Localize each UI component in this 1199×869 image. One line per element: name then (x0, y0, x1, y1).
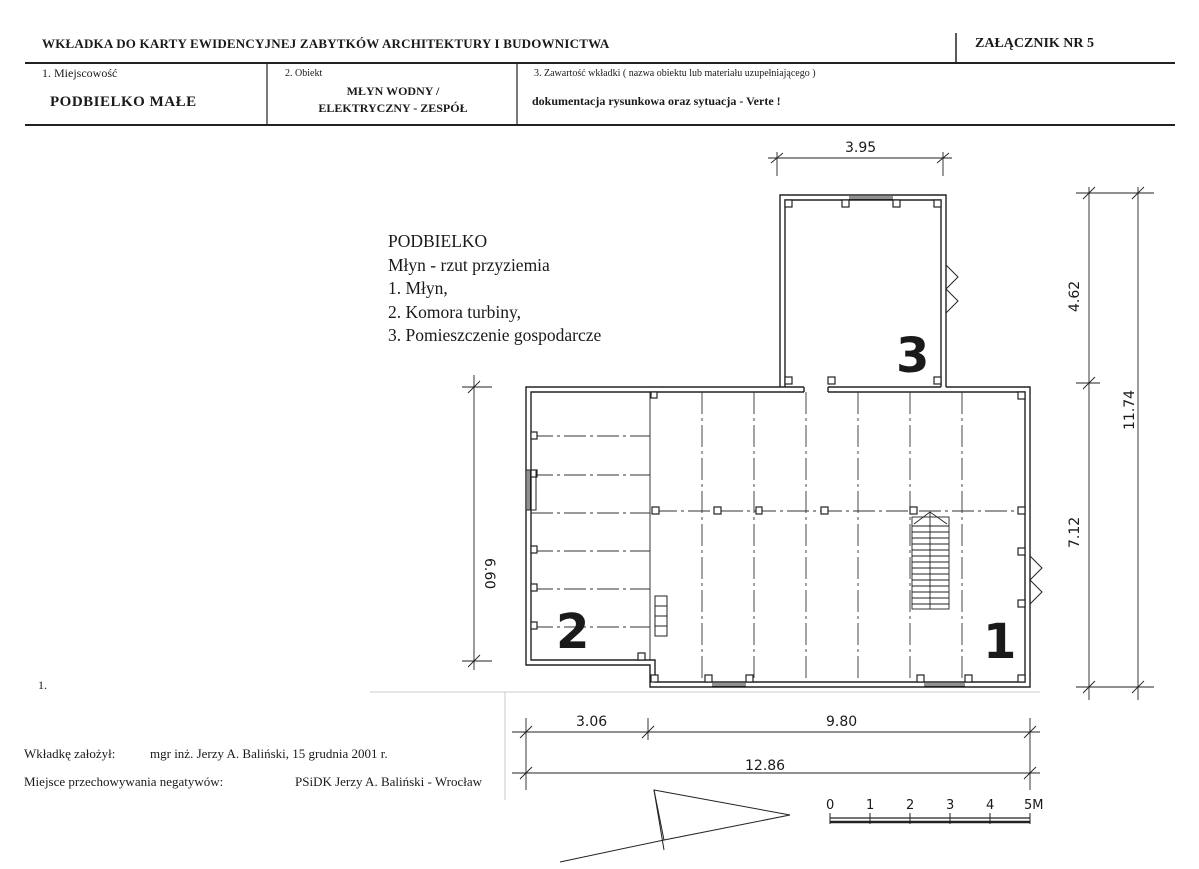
scale-tick-2: 2 (906, 798, 915, 813)
locality-label: 1. Miejscowość (42, 66, 118, 80)
contents-label: 3. Zawartość wkładki ( nazwa obiektu lub materiału uzupełniającego ) (534, 68, 816, 79)
dim-right-upper: 4.62 (1067, 280, 1083, 312)
guide-lines (370, 692, 1040, 800)
scale-tick-5: 5M (1024, 798, 1044, 813)
annex-number: ZAŁĄCZNIK NR 5 (975, 36, 1095, 51)
legend-item-1: 1. Młyn, (388, 278, 448, 298)
structural-axes (531, 392, 1025, 682)
room-number-2: 2 (556, 604, 590, 660)
windows (526, 197, 965, 686)
locality-value: PODBIELKO MAŁE (50, 94, 197, 110)
main-outer-wall (526, 387, 1030, 687)
dim-right-lower: 7.12 (1067, 516, 1083, 548)
dimension-labels (481, 140, 1138, 774)
negatives-label: Miejsce przechowywania negatywów: (24, 774, 224, 789)
dim-left-height: 6.60 (481, 558, 497, 590)
room3-door (946, 265, 958, 313)
scale-labels (826, 798, 1044, 813)
scale-tick-0: 0 (826, 798, 835, 813)
dimension-lines (462, 152, 1154, 790)
main-door (1030, 556, 1042, 604)
legend-item-2: 2. Komora turbiny, (388, 301, 522, 322)
page-number: 1. (38, 678, 47, 692)
header-frame (25, 33, 1175, 125)
dim-top-width: 3.95 (845, 140, 877, 156)
walls (526, 195, 1030, 687)
contents-value: dokumentacja rysunkowa oraz sytuacja - Verte ! (532, 94, 781, 108)
legend-item-3: 3. Pomieszczenie gospodarcze (388, 325, 602, 345)
negatives-value: PSiDK Jerzy A. Baliński - Wrocław (295, 774, 482, 789)
object-value-line2: ELEKTRYCZNY - ZESPÓŁ (318, 101, 468, 115)
object-value-line1: MŁYN WODNY / (346, 84, 440, 98)
object-label: 2. Obiekt (285, 68, 323, 79)
scale-tick-3: 3 (946, 798, 955, 813)
staircase (912, 512, 949, 609)
scale-bar (830, 813, 1030, 824)
scale-tick-1: 1 (866, 798, 875, 813)
main-inner-wall (531, 392, 1025, 682)
north-arrow-icon (560, 790, 790, 862)
header-title: WKŁADKA DO KARTY EWIDENCYJNEJ ZABYTKÓW ARCHITEKTURY I BUDOWNICTWA (42, 36, 610, 51)
dim-right-total: 11.74 (1122, 389, 1138, 430)
legend-subtitle: Młyn - rzut przyziemia (388, 254, 550, 275)
doors (655, 265, 1042, 636)
scale-tick-4: 4 (986, 798, 995, 813)
author-label: Wkładkę założył: (24, 746, 116, 761)
dim-bottom-left: 3.06 (576, 714, 608, 730)
legend-place: PODBIELKO (388, 231, 488, 251)
room-number-1: 1 (983, 614, 1017, 670)
posts (531, 200, 1025, 682)
room-number-3: 3 (896, 328, 930, 384)
dim-bottom-right: 9.80 (826, 714, 858, 730)
dim-bottom-total: 12.86 (745, 758, 786, 774)
author-value: mgr inż. Jerzy A. Baliński, 15 grudnia 2001 r. (150, 746, 388, 761)
